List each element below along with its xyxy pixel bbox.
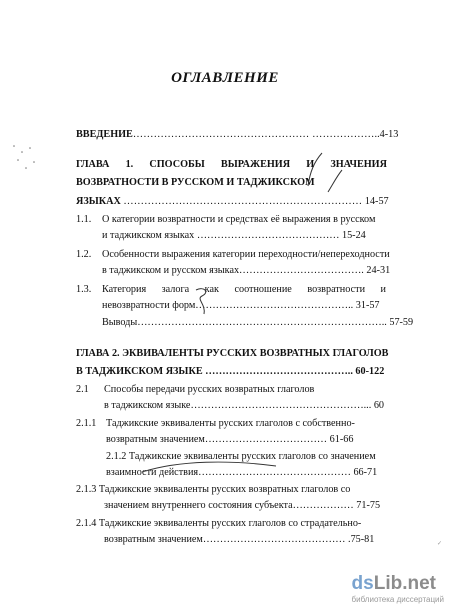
item-1-3-word: и [380,284,386,295]
toc-sub-2-1-1-line2: возвратным значением……………………………… 61-66 [106,434,354,445]
chapter1-word: 1. [125,159,134,170]
toc-sub-2-1-number: 2.1 [76,384,89,395]
toc-intro-pages: ..4-13 [374,129,399,140]
toc-sub-2-1-line1: Способы передачи русских возвратных глаголов [104,384,315,395]
item-1-3-word: залога [161,284,190,295]
chapter1-word: ВЫРАЖЕНИЯ [220,159,291,170]
margin-speckles [8,138,48,178]
toc-sub-2-1-4-line1: 2.1.4 Таджикские эквиваленты русских глаголов со страдательно- [76,518,362,529]
chapter1-word: ЗНАЧЕНИЯ [330,159,387,170]
toc-sub-2-1-3-line2: значением внутреннего состояния субъекта……………… 71-75 [104,500,381,511]
chapter1-languages-label: ЯЗЫКАХ [76,196,121,207]
toc-sub-2-1-line2: в таджикском языке……………………………………………... 60 [104,400,385,411]
toc-item-1-2-line1: Особенности выражения категории переходности/непереходности [102,249,390,260]
toc-sub-2-1-4-line2: возвратным значением…………………………………… .75-81 [104,534,375,545]
toc-item-1-3-number: 1.3. [76,284,92,295]
item-1-3-word: Категория [102,284,147,295]
toc-intro-dots: …………………………………………… ……………… [132,129,375,140]
toc-chapter2-line1: ГЛАВА 2. ЭКВИВАЛЕНТЫ РУССКИХ ВОЗВРАТНЫХ ГЛАГОЛОВ [76,348,389,359]
toc-chapter1-line2: ВОЗВРАТНОСТИ В РУССКОМ И ТАДЖИКСКОМ [76,177,315,188]
toc-item-1-1-line2: и таджикском языках …………………………………… 15-24 [102,230,366,241]
toc-sub-2-1-1-line1: Таджикские эквиваленты русских глаголов с собственно- [106,418,355,429]
page-corner-mark: ✓ [437,541,443,547]
toc-conclusions: Выводы……………………………………………………………….. 57-59 [102,317,414,328]
toc-sub-2-1-2-line1: 2.1.2 Таджикские эквиваленты русских глаголов со значением [106,451,376,462]
toc-item-1-1-number: 1.1. [76,214,92,225]
watermark [352,574,444,604]
pen-underline-mark [140,458,280,478]
chapter1-dots: …………………………………………………………… [123,196,363,207]
toc-item-1-2-number: 1.2. [76,249,92,260]
watermark-subtitle: библиотека диссертаций [351,595,444,604]
item-1-3-word: как [204,284,219,295]
pen-mark-forms [190,286,214,316]
watermark-logo: dsLib.net [351,573,436,594]
toc-sub-2-1-2-line2: взаимности действия……………………………………… 66-71 [106,467,378,478]
chapter1-word: И [306,159,315,170]
toc-item-1-1-line1: О категории возвратности и средствах её выражения в русском [102,214,376,225]
toc-chapter1-line3 [76,196,389,208]
item-1-3-word: возвратности [307,284,366,295]
item-1-3-word: соотношение [234,284,292,295]
toc-intro-label: ВВЕДЕНИЕ [76,129,133,140]
toc-intro [76,129,398,141]
toc-sub-2-1-1-number: 2.1.1 [76,418,97,429]
chapter1-pages: 14-57 [364,196,389,207]
toc-sub-2-1-3-line1: 2.1.3 Таджикские эквиваленты русских возвратных глаголов со [76,484,351,495]
toc-item-1-3-line2: невозвратности форм……………………………………….. 31-57 [102,300,380,311]
toc-chapter2-line2: В ТАДЖИКСКОМ ЯЗЫКЕ …………………………………….. 60-122 [76,366,385,377]
pen-tick-chapter1 [325,168,345,194]
toc-item-1-3-line1 [102,284,386,296]
chapter1-word: ГЛАВА [76,159,110,170]
page-title: ОГЛАВЛЕНИЕ [171,70,279,86]
toc-item-1-2-line2: в таджикском и русском языках………………………………. 24-31 [102,265,391,276]
chapter1-word: СПОСОБЫ [149,159,205,170]
